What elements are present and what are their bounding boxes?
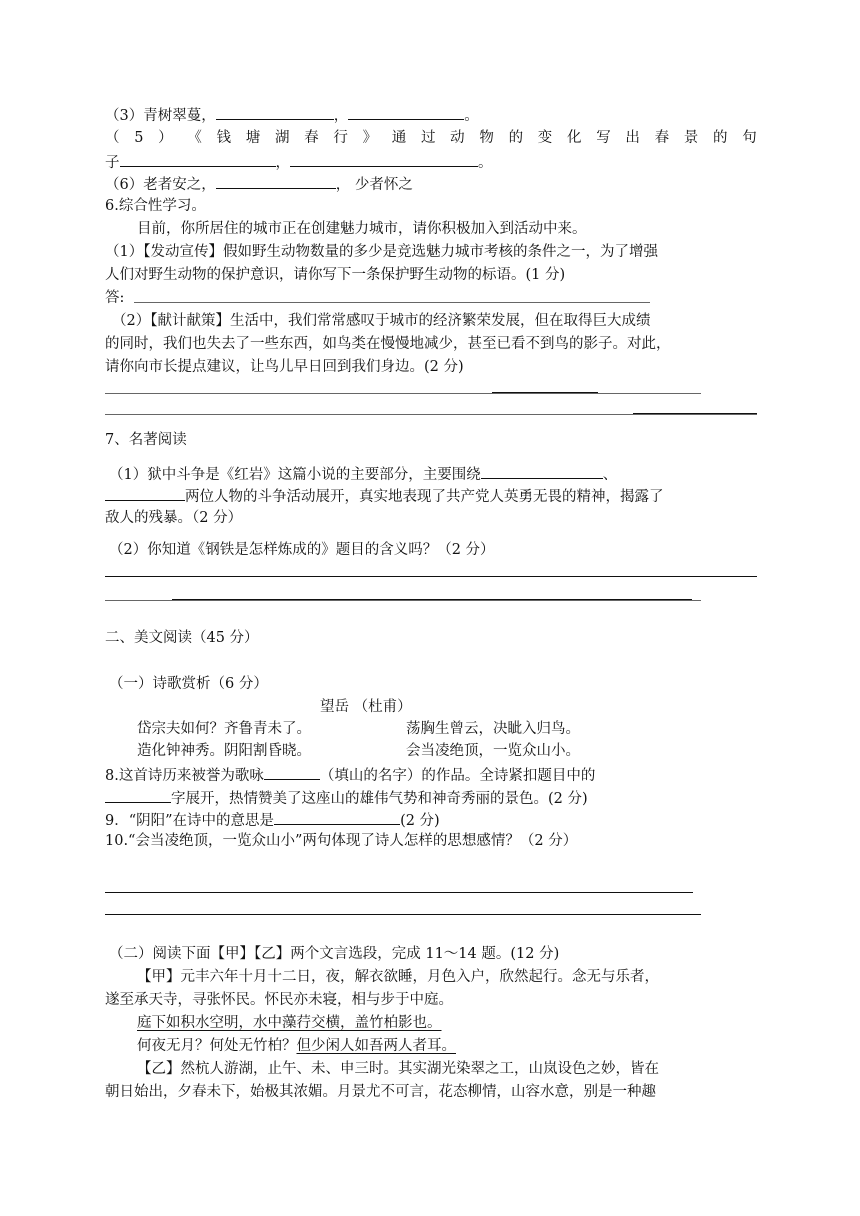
jia-line-1: 【甲】元丰六年十月十二日，夜，解衣欲睡，月色入户，欣然起行。念无与乐者， xyxy=(137,969,659,985)
answer-line-mark xyxy=(492,392,598,393)
answer-line[interactable] xyxy=(105,576,757,577)
answer-blank[interactable] xyxy=(348,104,464,120)
q6-p1-line2: 人们对野生动物的保护意识，请你写下一条保护野生动物的标语。(1 分) xyxy=(105,267,566,283)
poem-title: 望岳 （杜甫） xyxy=(320,699,412,715)
poem-line-2b: 会当凌绝顶，一览众山小。 xyxy=(406,743,580,759)
q6-title: 6.综合性学习。 xyxy=(105,198,206,214)
answer-blank[interactable] xyxy=(290,151,478,167)
q7-p1-line3: 敌人的残暴。（2 分） xyxy=(105,510,243,526)
classical-subsection-title: （二）阅读下面【甲】【乙】两个文言选段，完成 11～14 题。(12 分) xyxy=(109,946,560,962)
q5-item-5-char: ） xyxy=(158,130,173,146)
q7-p1-line1 xyxy=(109,463,617,485)
q5-item-3-end: 。 xyxy=(464,108,479,124)
q5-item-5-char: 过 xyxy=(420,130,436,146)
q7-title: 7、名著阅读 xyxy=(105,432,187,448)
q7-p1-line2-text: 两位人物的斗争活动展开，真实地表现了共产党人英勇无畏的精神，揭露了 xyxy=(185,489,664,505)
answer-blank[interactable] xyxy=(105,485,185,501)
q5-item-5-cont xyxy=(105,151,493,173)
answer-line-mark xyxy=(172,599,692,600)
q5-item-5-char: 化 xyxy=(566,130,582,146)
answer-line[interactable] xyxy=(105,393,701,394)
q5-item-6 xyxy=(105,173,413,195)
q5-item-5-char: 的 xyxy=(713,130,728,146)
q5-item-5-char: （ xyxy=(105,130,120,146)
q8-line2 xyxy=(105,787,588,809)
q6-answer-label: 答: xyxy=(105,290,125,306)
q5-item-5-end: 。 xyxy=(478,155,493,171)
q5-item-5-char: 春 xyxy=(304,130,319,146)
q7-p1-text: （1）狱中斗争是《红岩》这篇小说的主要部分，主要围绕 xyxy=(109,467,481,483)
q8-text-b: （填山的名字）的作品。全诗紧扣题目中的 xyxy=(319,768,596,784)
poem-line-1a: 岱宗夫如何？齐鲁青未了。 xyxy=(137,721,311,737)
q7-p2: （2）你知道《钢铁是怎样炼成的》题目的含义吗？（2 分） xyxy=(109,542,495,558)
q9-score: (2 分) xyxy=(400,813,440,829)
answer-line[interactable] xyxy=(105,914,701,915)
q6-p2-line2: 的同时，我们也失去了一些东西，如鸟类在慢慢地减少，甚至已看不到鸟的影子。对此， xyxy=(105,336,671,352)
q10: 10.“会当凌绝顶，一览众山小”两句体现了诗人怎样的思想感情？（2 分） xyxy=(105,833,578,849)
section2-title: 二、美文阅读（45 分） xyxy=(105,630,259,646)
q5-item-3 xyxy=(105,104,479,126)
jia-line-4 xyxy=(137,1036,456,1056)
jia-line-3 xyxy=(137,1013,442,1033)
jia-line-2: 遂至承天寺，寻张怀民。怀民亦未寝，相与步于中庭。 xyxy=(105,992,453,1008)
q5-item-6-text: （6）老者安之， xyxy=(105,177,216,193)
yi-line-1: 【乙】然杭人游湖，止午、未、申三时。其实湖光染翠之工，山岚设色之妙，皆在 xyxy=(137,1061,659,1077)
q5-item-5-char: 句 xyxy=(742,130,757,146)
q6-intro: 目前，你所居住的城市正在创建魅力城市，请你积极加入到活动中来。 xyxy=(137,221,587,237)
q6-p2-line1: （2）【献计献策】生活中，我们常常感叹于城市的经济繁荣发展，但在取得巨大成绩 xyxy=(112,313,651,329)
answer-line[interactable] xyxy=(134,302,650,303)
answer-line[interactable] xyxy=(105,892,693,893)
q5-item-6-suffix: ， 少者怀之 xyxy=(335,177,413,193)
answer-blank[interactable] xyxy=(481,463,603,479)
q8-text: 8.这首诗历来被誉为歌咏 xyxy=(105,768,264,784)
answer-blank[interactable] xyxy=(216,104,334,120)
answer-line[interactable] xyxy=(105,600,701,601)
q5-item-5 xyxy=(105,128,757,148)
q5-item-5-char: 景 xyxy=(683,130,699,146)
q5-item-5-char: 塘 xyxy=(245,130,261,146)
jia-line-4-text: 何夜无月？何处无竹柏？ xyxy=(137,1038,297,1054)
poem-subsection-title: （一）诗歌赏析（6 分） xyxy=(109,676,268,692)
q5-item-3-sep: ， xyxy=(333,108,349,124)
q9 xyxy=(105,809,440,831)
q5-item-5-char: 5 xyxy=(134,130,144,146)
q5-item-5-char: 出 xyxy=(625,130,640,146)
q5-item-5-char: 的 xyxy=(508,130,524,146)
q5-item-5-char: 通 xyxy=(391,130,407,146)
q6-p1-line1: （1）【发动宣传】假如野生动物数量的多少是竞选魅力城市考核的条件之一，为了增强 xyxy=(105,244,658,260)
answer-blank[interactable] xyxy=(264,764,320,780)
answer-blank[interactable] xyxy=(216,173,336,189)
yi-line-2: 朝日始出，夕春未下，始极其浓媚。月景尤不可言，花态柳情，山容水意，别是一种趣 xyxy=(105,1084,656,1100)
q7-p1-sep: 、 xyxy=(602,467,618,483)
q5-item-5-cont-text: 子 xyxy=(105,155,120,171)
q8-line1 xyxy=(105,764,595,786)
q5-item-5-char: 《 xyxy=(187,130,202,146)
q5-item-5-char: 行 xyxy=(333,130,348,146)
answer-blank[interactable] xyxy=(105,787,171,803)
answer-line-mark xyxy=(633,413,757,414)
answer-blank[interactable] xyxy=(274,809,400,825)
q8-line2-text: 字展开，热情赞美了这座山的雄伟气势和神奇秀丽的景色。(2 分) xyxy=(171,791,588,807)
q6-p2-line3: 请你向市长提点建议，让鸟儿早日回到我们身边。(2 分) xyxy=(105,359,464,375)
poem-line-2a: 造化钟神秀。阴阳割昏晓。 xyxy=(137,743,311,759)
poem-line-1b: 荡胸生曾云，决眦入归鸟。 xyxy=(406,721,580,737)
q5-item-5-char: 湖 xyxy=(274,130,290,146)
answer-blank[interactable] xyxy=(120,151,276,167)
q5-item-5-char: 物 xyxy=(479,130,494,146)
q7-p1-line2 xyxy=(105,485,664,507)
q5-item-5-char: 动 xyxy=(450,130,465,146)
jia-underlined-sentence: 庭下如积水空明，水中藻荇交横，盖竹柏影也。 xyxy=(137,1015,442,1031)
q5-item-5-char: 写 xyxy=(596,130,611,146)
q5-item-5-char: 春 xyxy=(654,130,670,146)
q5-item-5-sep: ， xyxy=(275,155,290,171)
q5-item-5-char: 》 xyxy=(362,130,378,146)
q5-item-5-char: 变 xyxy=(537,130,553,146)
q5-item-5-char: 钱 xyxy=(216,130,232,146)
q5-item-3-text: （3）青树翠蔓， xyxy=(105,108,216,124)
q9-text: 9．“阴阳”在诗中的意思是 xyxy=(105,813,275,829)
answer-line[interactable] xyxy=(105,414,757,415)
jia-underlined-sentence-2: 但少闲人如吾两人者耳。 xyxy=(296,1038,456,1054)
